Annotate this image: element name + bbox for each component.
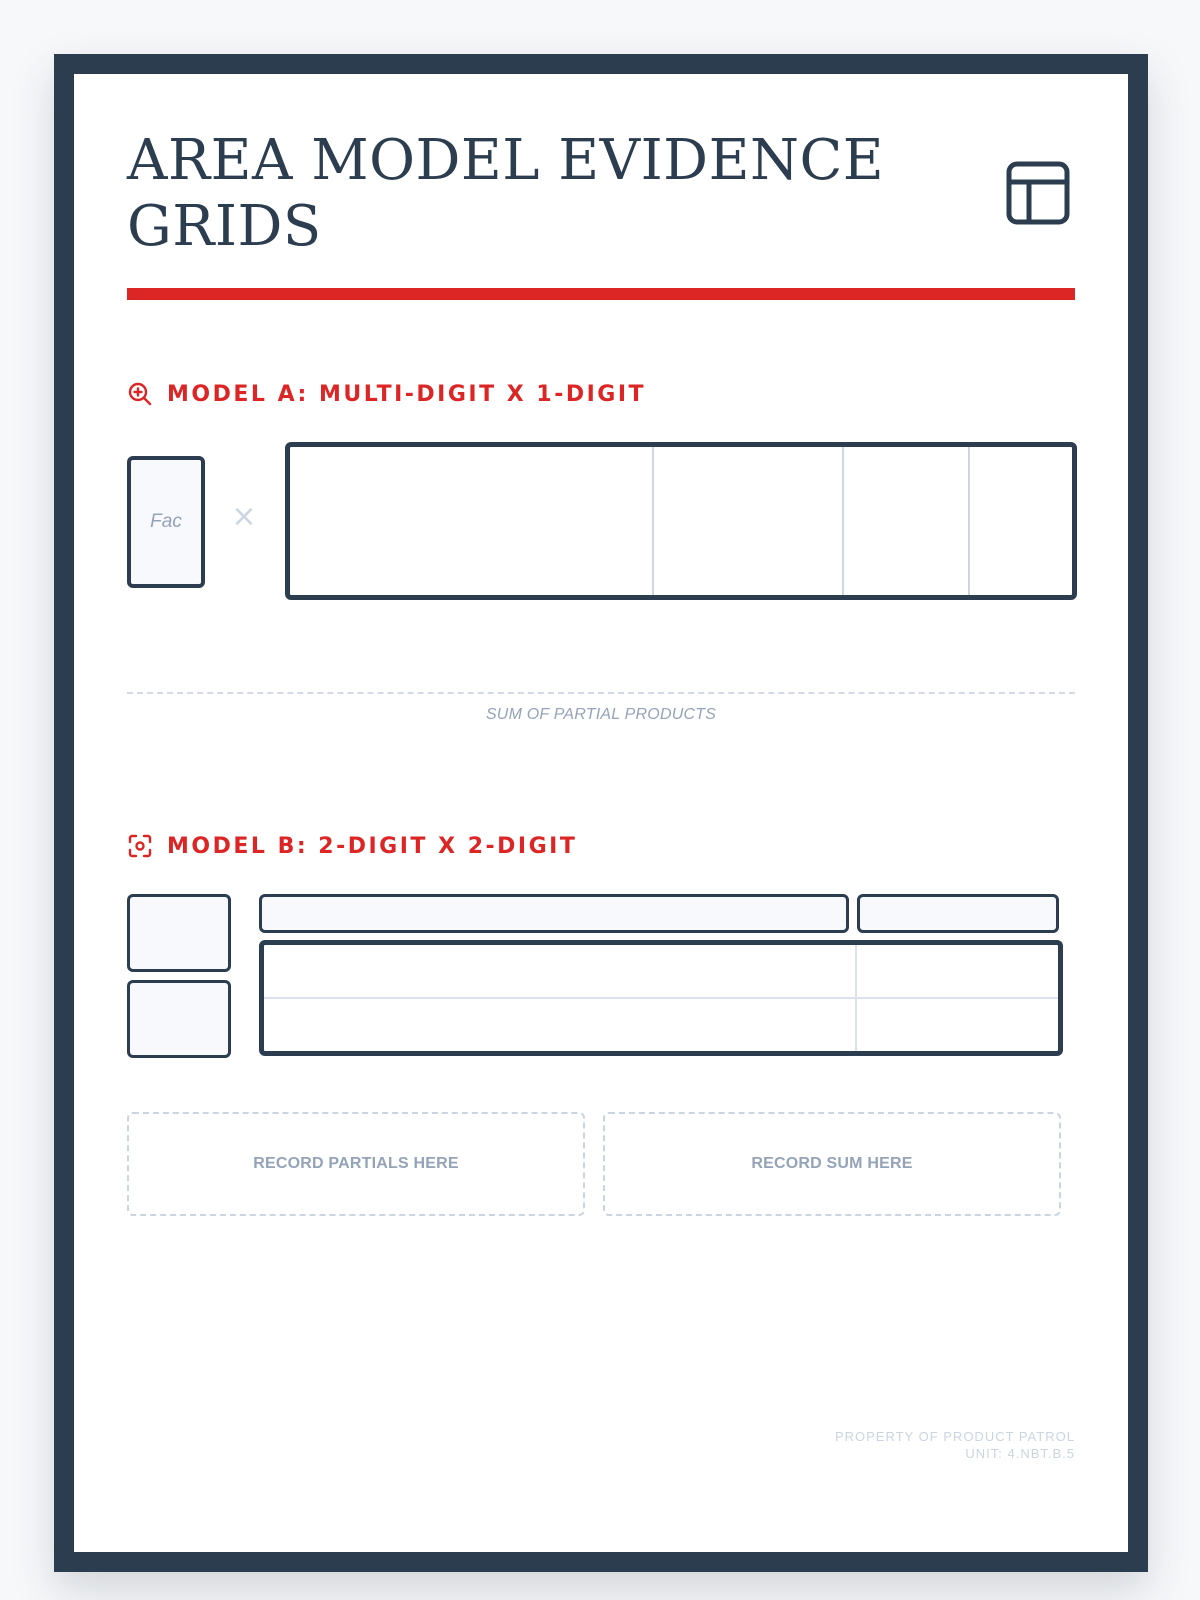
model-a-title: MODEL A: MULTI-DIGIT X 1-DIGIT: [167, 381, 647, 407]
model-a-heading: [127, 379, 646, 409]
footer-owner: PROPERTY OF PRODUCT PATROL: [834, 1429, 1075, 1444]
sum-answer-line[interactable]: [127, 692, 1075, 694]
model-b-heading: [127, 831, 577, 861]
sum-caption: SUM OF PARTIAL PRODUCTS: [485, 706, 717, 723]
grid-divider: [842, 447, 844, 595]
left-factor-box-tens[interactable]: [127, 894, 231, 972]
footer-unit: UNIT: 4.NBT.B.5: [965, 1446, 1075, 1461]
record-sum-label: RECORD SUM HERE: [751, 1155, 913, 1172]
factor-placeholder: Fac: [150, 511, 182, 532]
left-factor-box-ones[interactable]: [127, 980, 231, 1058]
top-factor-box-ones[interactable]: [857, 894, 1059, 933]
worksheet-content: [127, 74, 1075, 1552]
focus-icon: [127, 833, 153, 859]
page-title: AREA MODEL EVIDENCE GRIDS: [127, 128, 885, 259]
model-b-area-grid[interactable]: [259, 940, 1063, 1056]
grid-divider: [652, 447, 654, 595]
grid-divider: [968, 447, 970, 595]
footer: [835, 1428, 1075, 1462]
worksheet-page: [54, 54, 1148, 1572]
model-a-area-grid[interactable]: [285, 442, 1077, 600]
model-b-title: MODEL B: 2-DIGIT X 2-DIGIT: [167, 833, 578, 859]
record-partials-label: RECORD PARTIALS HERE: [253, 1155, 459, 1172]
record-sum-box[interactable]: [603, 1112, 1061, 1216]
top-factor-box-tens[interactable]: [259, 894, 849, 933]
layout-icon: [1005, 160, 1071, 226]
record-partials-box[interactable]: [127, 1112, 585, 1216]
grid-divider: [264, 997, 1058, 999]
factor-input-box[interactable]: [127, 456, 205, 588]
zoom-in-icon: [127, 381, 153, 407]
multiply-sign: ×: [231, 499, 257, 534]
title-underline: [127, 288, 1075, 300]
